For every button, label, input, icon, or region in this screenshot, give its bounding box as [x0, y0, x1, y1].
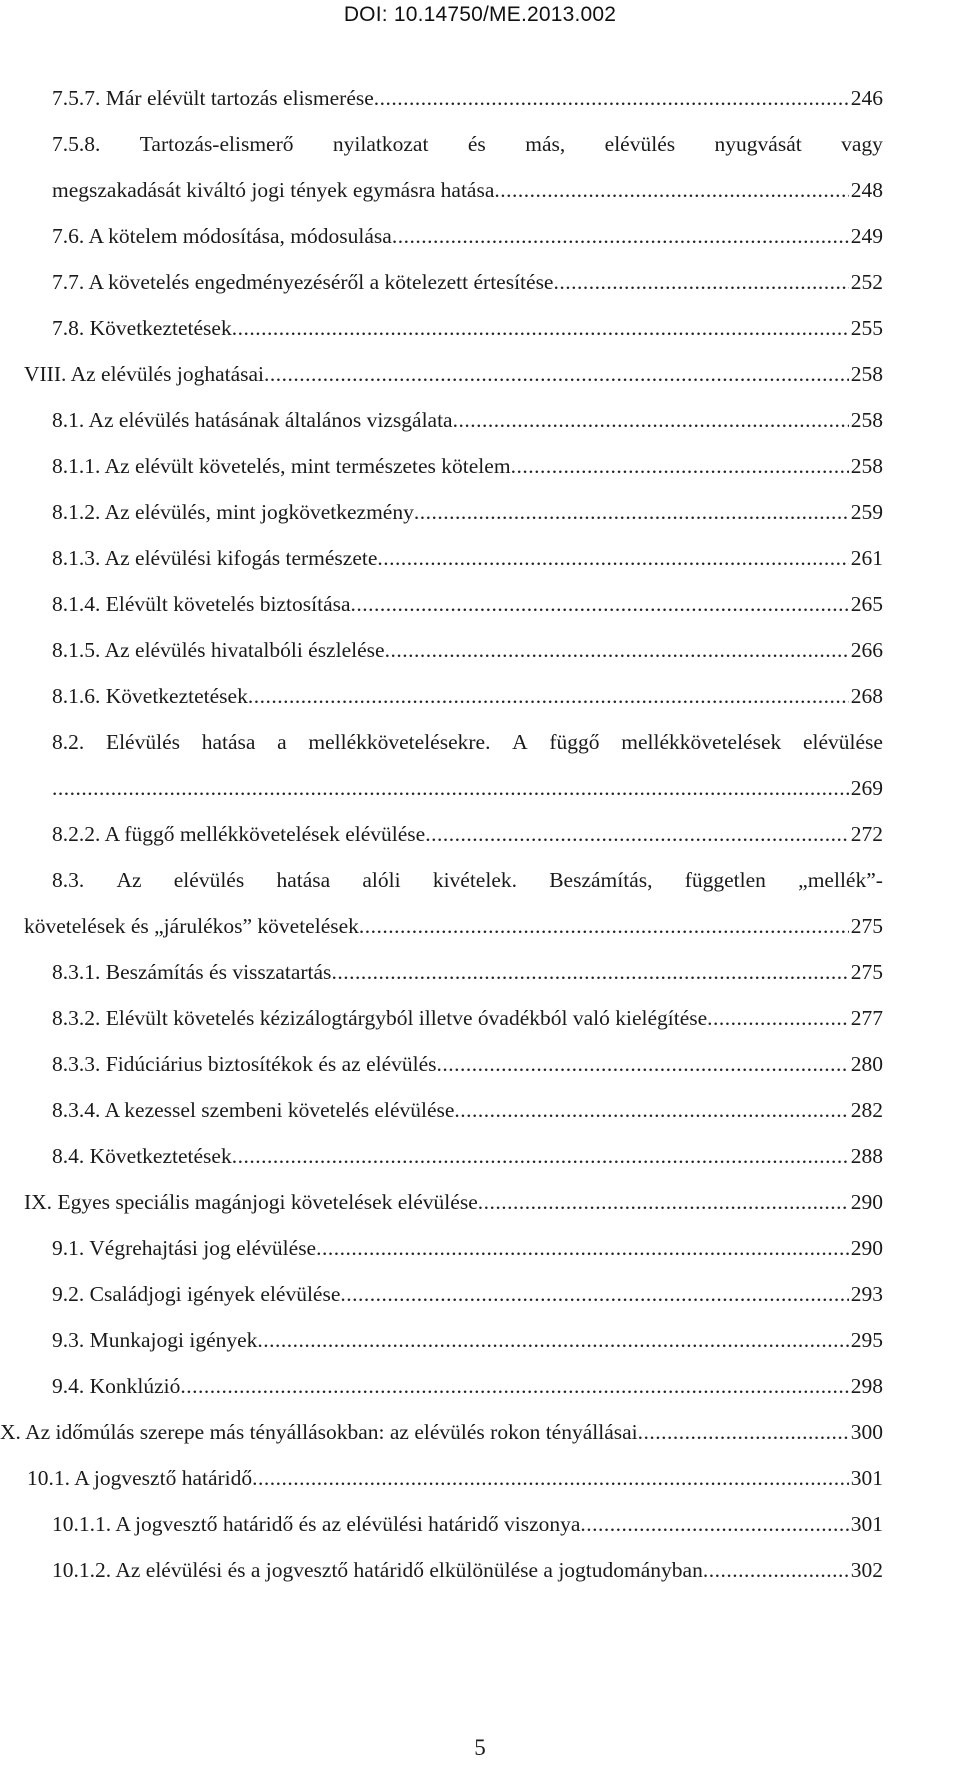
toc-entry[interactable]: [0, 1504, 960, 1544]
toc-entry-title: [27, 1458, 252, 1498]
toc-entry-title: [52, 1228, 316, 1268]
toc-entry-page: 252: [850, 270, 883, 294]
toc-entry-text: Az elévülési kifogás természete: [104, 546, 378, 570]
toc-entry-number: 8.1.2.: [52, 500, 105, 524]
toc-entry-page: 295: [850, 1328, 883, 1352]
toc-entry-page: 290: [850, 1236, 883, 1260]
toc-leader-dots: [180, 1366, 848, 1406]
toc-entry-title: [52, 1366, 180, 1406]
toc-entry[interactable]: [0, 400, 960, 440]
toc-entry-number: 8.3.4.: [52, 1098, 105, 1122]
toc-entry-number: 7.7.: [52, 270, 89, 294]
toc-entry-title: [52, 216, 392, 256]
toc-entry-page: 266: [850, 638, 883, 662]
toc-entry[interactable]: [0, 1366, 960, 1406]
toc-entry-page: 255: [850, 316, 883, 340]
toc-leader-dots: [316, 1228, 849, 1268]
toc-entry[interactable]: [0, 1228, 960, 1268]
toc-entry-title: [52, 584, 351, 624]
toc-leader-dots: [52, 768, 849, 808]
toc-entry-number: 7.8.: [52, 316, 90, 340]
toc-entry-word: „mellék”-: [798, 868, 883, 892]
toc-entry-title: [52, 492, 414, 532]
toc-entry-page: 275: [850, 960, 883, 984]
toc-entry-text: Az elévülés joghatásai: [70, 362, 265, 386]
toc-leader-dots: [248, 676, 849, 716]
toc-entry-page: 300: [850, 1420, 883, 1444]
toc-entry-number: 10.1.: [27, 1466, 75, 1490]
toc-entry-page: 272: [850, 822, 883, 846]
toc-entry-page: 268: [850, 684, 883, 708]
toc-entry-text: Fidúciárius biztosítékok és az elévülés: [105, 1052, 437, 1076]
toc-entry-number: 8.4.: [52, 1144, 90, 1168]
toc-leader-dots: [511, 446, 849, 486]
toc-entry-number: 8.3.1.: [52, 960, 106, 984]
toc-entry-text: Elévült követelés kézizálogtárgyból illetve óvadékból való kielégítése: [105, 1006, 708, 1030]
toc-entry-text: Munkajogi igények: [89, 1328, 258, 1352]
toc-entry-text: Az elévülési és a jogvesztő határidő elkülönülése a jogtudományban: [115, 1558, 703, 1582]
toc-entry[interactable]: [0, 1458, 960, 1498]
toc-entry-title: [52, 1274, 340, 1314]
toc-entry-page: 277: [850, 1006, 883, 1030]
toc-entry-page: 293: [850, 1282, 883, 1306]
toc-leader-dots: [553, 262, 848, 302]
toc-entry-number: X.: [0, 1420, 26, 1444]
toc-entry-number: 7.6.: [52, 224, 89, 248]
toc-entry-number: 9.1.: [52, 1236, 90, 1260]
toc-entry[interactable]: [0, 216, 960, 256]
toc-entry-number: 8.1.5.: [52, 638, 105, 662]
toc-entry-number: 9.4.: [52, 1374, 90, 1398]
toc-leader-dots: [453, 400, 849, 440]
toc-entry-title: [52, 400, 453, 440]
toc-entry-title: [52, 676, 248, 716]
toc-entry-number: 9.3.: [52, 1328, 90, 1352]
toc-entry-number: 8.2.2.: [52, 822, 105, 846]
toc-entry-word: elévülés: [173, 868, 245, 892]
toc-entry[interactable]: [0, 1320, 960, 1360]
toc-entry[interactable]: [0, 584, 960, 624]
toc-entry[interactable]: [0, 998, 960, 1038]
toc-entry-text: A jogvesztő határidő: [74, 1466, 253, 1490]
toc-entry-text: Egyes speciális magánjogi követelések elévülése: [57, 1190, 478, 1214]
toc-entry-page: 290: [850, 1190, 883, 1214]
toc-entry-text: Következtetések: [89, 1144, 232, 1168]
toc-entry-page: 280: [850, 1052, 883, 1076]
toc-entry-page: 275: [850, 914, 883, 938]
toc-entry-title: [52, 446, 511, 486]
toc-entry[interactable]: [0, 538, 960, 578]
toc-entry-word: hatása: [201, 730, 256, 754]
toc-entry-page: 288: [850, 1144, 883, 1168]
toc-entry-word: nyugvását: [714, 132, 802, 156]
toc-leader-dots: [232, 308, 849, 348]
toc-entry-word: független: [684, 868, 766, 892]
toc-leader-dots: [331, 952, 848, 992]
toc-entry-number: 8.1.: [52, 408, 89, 432]
toc-entry-word: elévülése: [802, 730, 883, 754]
toc-entry-word: Az: [116, 868, 142, 892]
toc-leader-dots: [494, 170, 848, 210]
toc-entry-title: [52, 308, 232, 348]
toc-entry-text: A függő mellékkövetelések elévülése: [104, 822, 426, 846]
toc-entry-text: Családjogi igények elévülése: [89, 1282, 341, 1306]
toc-entry-word: mellékkövetelésekre.: [308, 730, 491, 754]
toc-leader-dots: [425, 814, 849, 854]
toc-entry[interactable]: [0, 952, 960, 992]
toc-entry-title: [52, 1504, 580, 1544]
toc-entry-title: [24, 1182, 478, 1222]
toc-entry-text: Következtetések: [105, 684, 248, 708]
toc-entry-text: A kötelem módosítása, módosulása: [88, 224, 392, 248]
toc-leader-dots: [638, 1412, 849, 1452]
toc-entry-title: [52, 998, 707, 1038]
toc-leader-dots: [377, 538, 848, 578]
toc-entry-number: 10.1.1.: [52, 1512, 116, 1536]
toc-entry-title: [52, 1136, 232, 1176]
toc-entry-title: [52, 1550, 703, 1590]
toc-leader-dots: [703, 1550, 849, 1590]
toc-entry-title: [52, 1090, 454, 1130]
toc-entry[interactable]: [0, 1044, 960, 1084]
toc-entry-text: Az elévülés, mint jogkövetkezmény: [104, 500, 414, 524]
toc-entry[interactable]: [0, 354, 960, 394]
toc-leader-dots: [392, 216, 849, 256]
toc-entry-text: A kezessel szembeni követelés elévülése: [104, 1098, 455, 1122]
toc-entry-page: 249: [850, 224, 883, 248]
toc-entry[interactable]: [0, 124, 960, 210]
toc-leader-dots: [580, 1504, 848, 1544]
toc-entry-word: alóli: [362, 868, 401, 892]
toc-entry-word: Beszámítás,: [549, 868, 653, 892]
toc-entry-text: Az időmúlás szerepe más tényállásokban: az elévülés rokon tényállásai: [25, 1420, 638, 1444]
toc-entry-title: [52, 262, 553, 302]
toc-entry-page: 265: [850, 592, 883, 616]
toc-entry-number: 8.1.1.: [52, 454, 105, 478]
toc-leader-dots: [232, 1136, 849, 1176]
toc-entry-page: 261: [850, 546, 883, 570]
toc-entry[interactable]: [0, 1274, 960, 1314]
toc-entry-page: 246: [850, 86, 883, 110]
toc-entry-number: IX.: [24, 1190, 58, 1214]
toc-entry-text: Az elévülés hivatalbóli észlelése: [104, 638, 385, 662]
toc-entry[interactable]: [0, 308, 960, 348]
toc-leader-dots: [340, 1274, 848, 1314]
toc-entry-page: 269: [850, 776, 883, 800]
toc-entry[interactable]: [0, 860, 960, 946]
toc-leader-dots: [707, 998, 849, 1038]
toc-entry[interactable]: [0, 1412, 960, 1452]
toc-entry-number: 8.3.: [52, 868, 85, 892]
toc-entry-text: Elévült követelés biztosítása: [105, 592, 351, 616]
toc-entry[interactable]: [0, 630, 960, 670]
toc-entry-text: Már elévült tartozás elismerése: [105, 86, 374, 110]
toc-entry-page: 301: [850, 1512, 883, 1536]
toc-entry-page: 248: [850, 178, 883, 202]
toc-leader-dots: [359, 906, 849, 946]
toc-entry-title: megszakadását kiváltó jogi tények egymásra hatása: [52, 178, 495, 202]
toc-entry[interactable]: [0, 262, 960, 302]
toc-entry-word: nyilatkozat: [332, 132, 429, 156]
toc-entry-word: vagy: [841, 132, 883, 156]
toc-entry-number: 8.3.2.: [52, 1006, 106, 1030]
toc-entry-number: 8.1.4.: [52, 592, 106, 616]
toc-entry-text: Következtetések: [89, 316, 232, 340]
doi-header: DOI: 10.14750/ME.2013.002: [343, 3, 617, 26]
toc-entry-page: 298: [850, 1374, 883, 1398]
toc-entry[interactable]: [0, 1136, 960, 1176]
toc-entry[interactable]: [0, 78, 960, 118]
toc-entry-number: 8.1.6.: [52, 684, 106, 708]
toc-entry[interactable]: [0, 1550, 960, 1590]
toc-entry-word: Tartozás-elismerő: [139, 132, 294, 156]
toc-entry-text: Az elévülés hatásának általános vizsgálata: [88, 408, 453, 432]
toc-leader-dots: [385, 630, 849, 670]
toc-entry-text: Az elévült követelés, mint természetes kötelem: [104, 454, 511, 478]
toc-entry[interactable]: [0, 814, 960, 854]
toc-entry-page: 258: [850, 454, 883, 478]
toc-entry-word: A: [512, 730, 528, 754]
toc-leader-dots: [437, 1044, 849, 1084]
toc-entry[interactable]: [0, 446, 960, 486]
toc-entry-number: 8.1.3.: [52, 546, 105, 570]
toc-entry-word: függő: [549, 730, 600, 754]
toc-entry-title: [52, 538, 377, 578]
toc-entry-title: [52, 630, 385, 670]
toc-entry[interactable]: [0, 492, 960, 532]
toc-leader-dots: [351, 584, 849, 624]
toc-entry-title: [52, 1320, 257, 1360]
toc-entry-number: 9.2.: [52, 1282, 90, 1306]
toc-leader-dots: [257, 1320, 848, 1360]
toc-entry-title: [52, 952, 331, 992]
toc-entry-page: 282: [850, 1098, 883, 1122]
toc-leader-dots: [478, 1182, 849, 1222]
toc-entry-text: A követelés engedményezéséről a kötelezett értesítése: [88, 270, 554, 294]
toc-entry-text: A jogvesztő határidő és az elévülési határidő viszonya: [115, 1512, 581, 1536]
toc-entry-title: követelések és „járulékos” követelések: [24, 914, 359, 938]
toc-leader-dots: [374, 78, 849, 118]
toc-entry-number: 10.1.2.: [52, 1558, 116, 1582]
toc-entry[interactable]: [0, 1090, 960, 1130]
toc-entry[interactable]: [0, 676, 960, 716]
toc-entry-page: 259: [850, 500, 883, 524]
toc-entry-text: Beszámítás és visszatartás: [105, 960, 332, 984]
toc-entry-number: 8.3.3.: [52, 1052, 106, 1076]
toc-entry-word: és: [467, 132, 486, 156]
toc-entry-page: 258: [850, 362, 883, 386]
toc-entry-title: [0, 1412, 638, 1452]
toc-entry-title: [52, 814, 425, 854]
toc-entry[interactable]: [0, 722, 960, 808]
toc-entry-page: 258: [850, 408, 883, 432]
toc-entry-word: hatása: [276, 868, 331, 892]
toc-leader-dots: [454, 1090, 848, 1130]
toc-entry-number: 7.5.7.: [52, 86, 106, 110]
toc-entry-page: 301: [850, 1466, 883, 1490]
toc-entry-number: VIII.: [24, 362, 71, 386]
toc-entry-number: 8.2.: [52, 730, 85, 754]
toc-entry-text: Konklúzió: [89, 1374, 181, 1398]
toc-entry[interactable]: [0, 1182, 960, 1222]
toc-entry-word: más,: [525, 132, 566, 156]
toc-entry-word: Elévülés: [105, 730, 180, 754]
toc-entry-text: Végrehajtási jog elévülése: [89, 1236, 317, 1260]
toc-entry-word: a: [277, 730, 287, 754]
page-number: 5: [474, 1735, 486, 1760]
toc-leader-dots: [252, 1458, 849, 1498]
toc-entry-number: 7.5.8.: [52, 132, 101, 156]
toc-entry-word: elévülés: [604, 132, 676, 156]
toc-entry-title: [52, 1044, 437, 1084]
toc-entry-page: 302: [850, 1558, 883, 1582]
toc-entry-title: [24, 354, 264, 394]
toc-entry-title: [52, 78, 374, 118]
toc-entry-word: kivételek.: [432, 868, 517, 892]
toc-entry-word: mellékkövetelések: [621, 730, 782, 754]
toc-leader-dots: [264, 354, 849, 394]
toc-leader-dots: [414, 492, 849, 532]
